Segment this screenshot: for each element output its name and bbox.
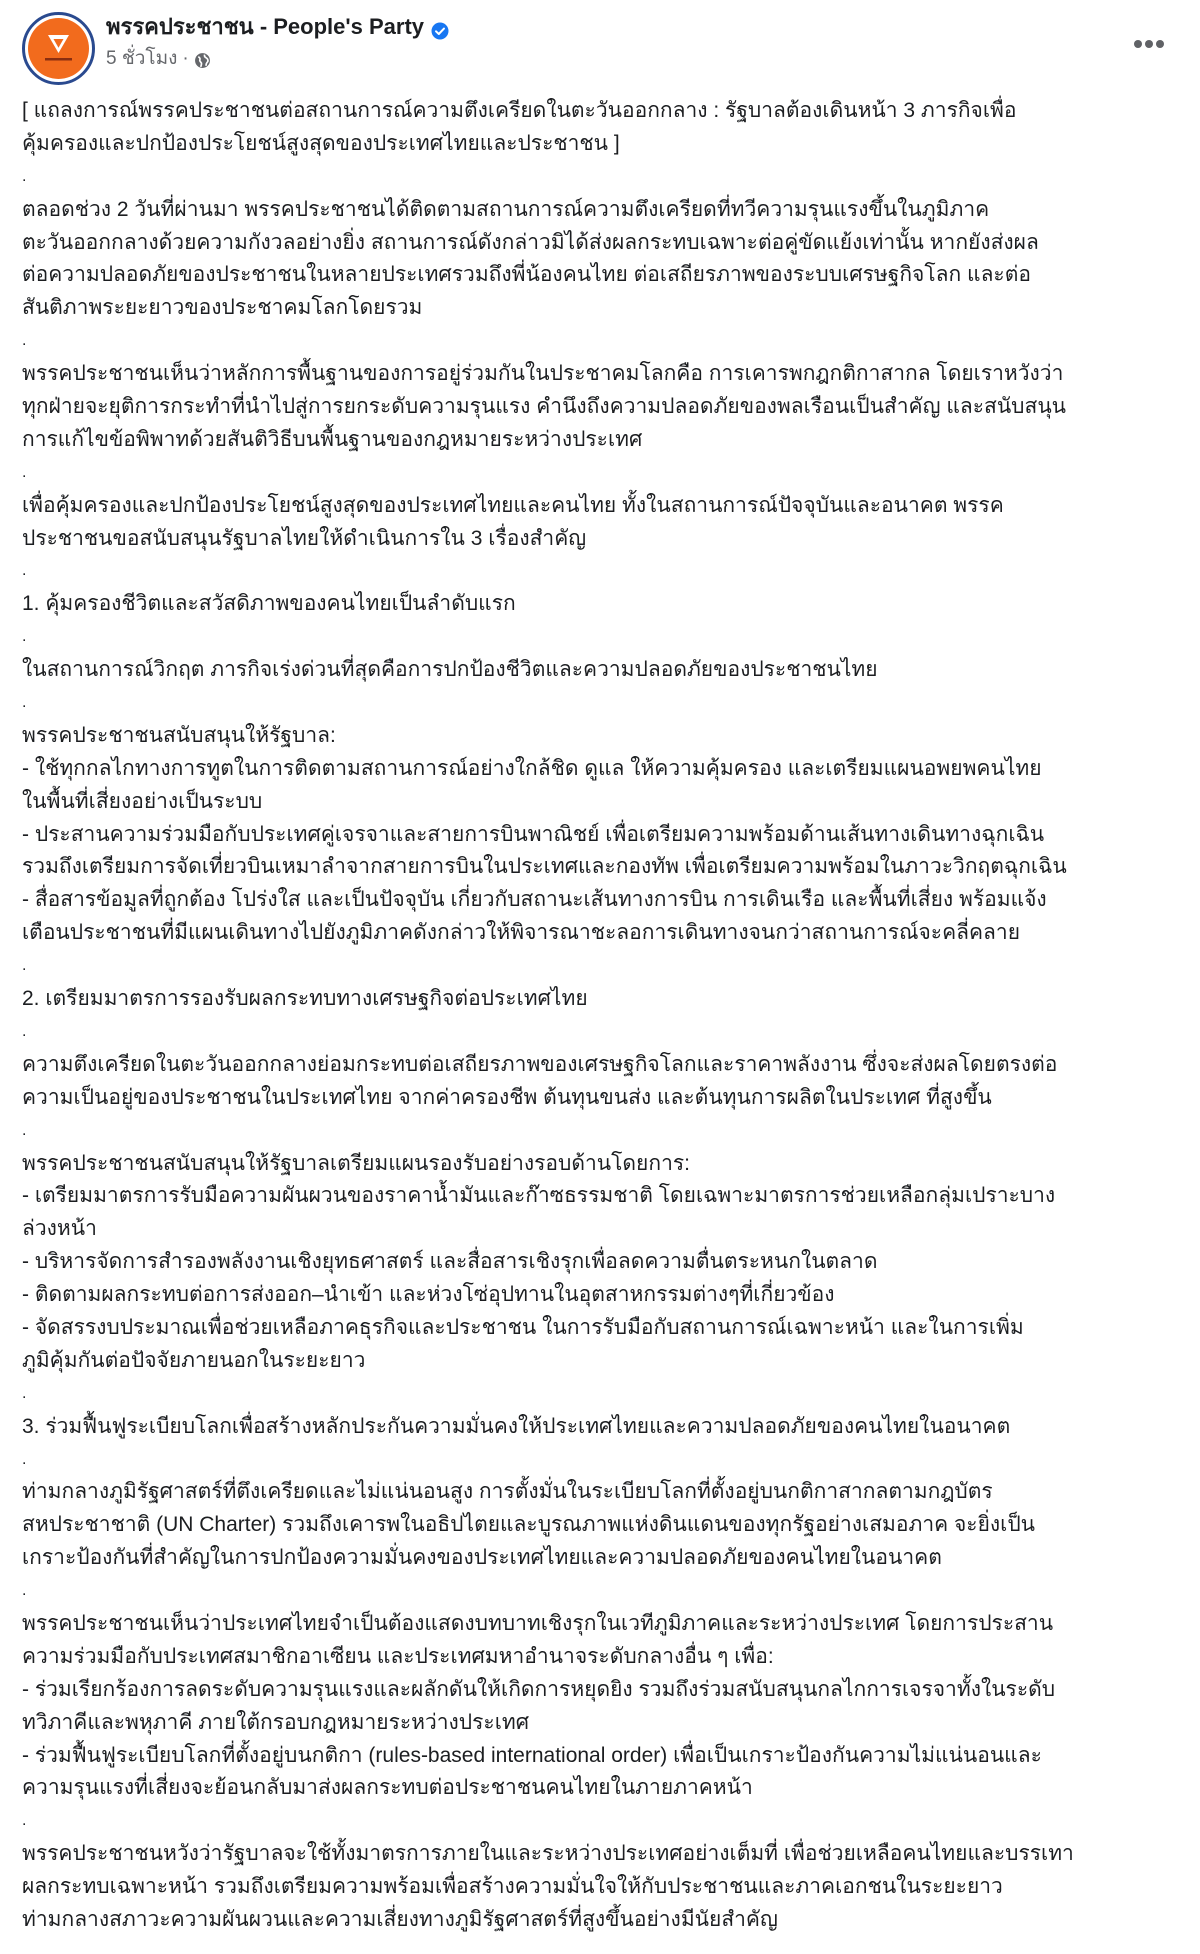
post-text-line: 2. เตรียมมาตรการรองรับผลกระทบทางเศรษฐกิจต่อประเทศไทย	[22, 987, 588, 1011]
post-text-line: ทวิภาคีและพหุภาคี ภายใต้กรอบกฎหมายระหว่างประเทศ	[22, 1710, 530, 1734]
post-text-line: - ร่วมเรียกร้องการลดระดับความรุนแรงและผลักดันให้เกิดการหยุดยิง รวมถึงร่วมสนับสนุนกลไกการเจรจาทั้งในระดับ	[22, 1677, 1056, 1701]
verified-badge-icon	[431, 18, 449, 36]
post-text-line: พรรคประชาชนเห็นว่าประเทศไทยจำเป็นต้องแสดงบทบาทเชิงรุกในเวทีภูมิภาคและระหว่างประเทศ โดยการประสาน	[22, 1611, 1054, 1635]
paragraph-spacer: .	[22, 1022, 27, 1040]
ellipsis-icon	[1145, 40, 1153, 48]
post-text-line: เกราะป้องกันที่สำคัญในการปกป้องความมั่นคงของประเทศไทยและความปลอดภัยของคนไทยในอนาคต	[22, 1546, 942, 1570]
post-text-line: ล่วงหน้า	[22, 1217, 97, 1241]
post-text-line: ความตึงเครียดในตะวันออกกลางย่อมกระทบต่อเสถียรภาพของเศรษฐกิจโลกและราคาพลังงาน ซึ่งจะส่งผลโดยตรงต่อ	[22, 1052, 1058, 1076]
post-text-line: ทุกฝ่ายจะยุติการกระทำที่นำไปสู่การยกระดับความรุนแรง คำนึงถึงความปลอดภัยของพลเรือนเป็นสำคัญ และสนับสนุน	[22, 395, 1067, 419]
post-text-line: ในสถานการณ์วิกฤต ภารกิจเร่งด่วนที่สุดคือการปกป้องชีวิตและความปลอดภัยของประชาชนไทย	[22, 658, 878, 682]
ellipsis-icon	[1134, 40, 1142, 48]
post-text-line: - ประสานความร่วมมือกับประเทศคู่เจรจาและสายการบินพาณิชย์ เพื่อเตรียมความพร้อมด้านเส้นทางเดินทางฉุกเฉิน	[22, 822, 1045, 846]
post-text-line: สหประชาชาติ (UN Charter) รวมถึงเคารพในอธิปไตยและบูรณภาพแห่งดินแดนของทุกรัฐอย่างเสมอภาค จะยิ่งเป็น	[22, 1513, 1036, 1537]
paragraph-spacer: .	[22, 1582, 27, 1600]
post-text-line: ผลกระทบเฉพาะหน้า รวมถึงเตรียมความพร้อมเพื่อสร้างความมั่นใจให้กับประชาชนและภาคเอกชนในระยะยาว	[22, 1875, 1003, 1899]
author-name	[106, 12, 449, 42]
post-text-line: เตือนประชาชนที่มีแผนเดินทางไปยังภูมิภาคดังกล่าวให้พิจารณาชะลอการเดินทางจนกว่าสถานการณ์จะคลี่คลาย	[22, 921, 1021, 945]
avatar[interactable]	[22, 12, 95, 85]
post-text-line: สันติภาพระยะยาวของประชาคมโลกโดยรวม	[22, 296, 423, 320]
ellipsis-icon	[1156, 40, 1164, 48]
post-text-line: คุ้มครองและปกป้องประโยชน์สูงสุดของประเทศไทยและประชาชน ]	[22, 131, 620, 155]
paragraph-spacer: .	[22, 1450, 27, 1468]
post-text-line: - สื่อสารข้อมูลที่ถูกต้อง โปร่งใส และเป็นปัจจุบัน เกี่ยวกับสถานะเส้นทางการบิน การเดินเรือ และพื้นที่เสี่ยง พร้อมแจ้ง	[22, 888, 1047, 912]
post-text-line: - ใช้ทุกกลไกทางการทูตในการติดตามสถานการณ์อย่างใกล้ชิด ดูแล ให้ความคุ้มครอง และเตรียมแผนอพยพคนไทย	[22, 756, 1042, 780]
post-text-line: - ติดตามผลกระทบต่อการส่งออก–นำเข้า และห่วงโซ่อุปทานในอุตสาหกรรมต่างๆที่เกี่ยวข้อง	[22, 1283, 835, 1307]
post-text-line: พรรคประชาชนสนับสนุนให้รัฐบาล:	[22, 723, 336, 747]
paragraph-spacer: .	[22, 694, 27, 712]
globe-icon[interactable]	[194, 51, 211, 68]
post-text-line: ความเป็นอยู่ของประชาชนในประเทศไทย จากค่าครองชีพ ต้นทุนขนส่ง และต้นทุนการผลิตในประเทศ ที่สูงขึ้น	[22, 1085, 992, 1109]
post-header	[0, 0, 1200, 95]
post-text-line: - บริหารจัดการสำรองพลังงานเชิงยุทธศาสตร์ และสื่อสารเชิงรุกเพื่อลดความตื่นตระหนกในตลาด	[22, 1250, 878, 1274]
post-text-line: ความรุนแรงที่เสี่ยงจะย้อนกลับมาส่งผลกระทบต่อประชาชนคนไทยในภายภาคหน้า	[22, 1776, 753, 1800]
post-text-line: พรรคประชาชนสนับสนุนให้รัฐบาลเตรียมแผนรองรับอย่างรอบด้านโดยการ:	[22, 1151, 690, 1175]
paragraph-spacer: .	[22, 167, 27, 185]
paragraph-spacer: .	[22, 1121, 27, 1139]
post-text-line: พรรคประชาชนหวังว่ารัฐบาลจะใช้ทั้งมาตรการภายในและระหว่างประเทศอย่างเต็มที่ เพื่อช่วยเหลือคนไทยและบรรเทา	[22, 1842, 1074, 1866]
post-timestamp[interactable]: 5 ชั่วโมง	[106, 48, 178, 69]
post-text-line: การแก้ไขข้อพิพาทด้วยสันติวิธีบนพื้นฐานของกฎหมายระหว่างประเทศ	[22, 427, 643, 451]
author-name-link[interactable]: พรรคประชาชน - People's Party	[106, 14, 425, 39]
paragraph-spacer: .	[22, 1812, 27, 1830]
post-text-line: ตลอดช่วง 2 วันที่ผ่านมา พรรคประชาชนได้ติดตามสถานการณ์ความตึงเครียดที่ทวีความรุนแรงขึ้นในภูมิภาค	[22, 197, 990, 221]
post-text-line: ความร่วมมือกับประเทศสมาชิกอาเซียน และประเทศมหาอำนาจระดับกลางอื่น ๆ เพื่อ:	[22, 1644, 774, 1668]
post-text-line: ตะวันออกกลางด้วยความกังวลอย่างยิ่ง สถานการณ์ดังกล่าวมิได้ส่งผลกระทบเฉพาะต่อคู่ขัดแย้งเท่านั้น หากยังส่งผล	[22, 230, 1039, 254]
post-text-line: ภูมิคุ้มกันต่อปัจจัยภายนอกในระยะยาว	[22, 1348, 366, 1372]
post-text-line: - จัดสรรงบประมาณเพื่อช่วยเหลือภาคธุรกิจและประชาชน ในการรับมือกับสถานการณ์เฉพาะหน้า และในการเพิ่ม	[22, 1315, 1024, 1339]
paragraph-spacer: .	[22, 628, 27, 646]
post-text-line: ท่ามกลางภูมิรัฐศาสตร์ที่ตึงเครียดและไม่แน่นอนสูง การตั้งมั่นในระเบียบโลกที่ตั้งอยู่บนกติกาสากลตามกฎบัตร	[22, 1480, 993, 1504]
paragraph-spacer: .	[22, 332, 27, 350]
post-text-line: เพื่อคุ้มครองและปกป้องประโยชน์สูงสุดของประเทศไทยและคนไทย ทั้งในสถานการณ์ปัจจุบันและอนาคต พรรค	[22, 493, 1004, 517]
post-text-line: - ร่วมฟื้นฟูระเบียบโลกที่ตั้งอยู่บนกติกา (rules-based international order) เพื่อเป็นเกราะป้องกันความไม่แน่นอนและ	[22, 1743, 1042, 1767]
post-body	[22, 95, 1192, 1937]
post-text-line: 1. คุ้มครองชีวิตและสวัสดิภาพของคนไทยเป็นลำดับแรก	[22, 592, 516, 616]
post-meta	[106, 46, 211, 72]
post-text-line: ประชาชนขอสนับสนุนรัฐบาลไทยให้ดำเนินการใน 3 เรื่องสำคัญ	[22, 526, 587, 550]
paragraph-spacer: .	[22, 463, 27, 481]
post-text-line: - เตรียมมาตรการรับมือความผันผวนของราคาน้ำมันและก๊าซธรรมชาติ โดยเฉพาะมาตรการช่วยเหลือกลุ่มเปราะบาง	[22, 1184, 1056, 1208]
paragraph-spacer: .	[22, 957, 27, 975]
paragraph-spacer: .	[22, 562, 27, 580]
post-text-line: 3. ร่วมฟื้นฟูระเบียบโลกเพื่อสร้างหลักประกันความมั่นคงให้ประเทศไทยและความปลอดภัยของคนไทยในอนาคต	[22, 1414, 1011, 1438]
more-options-button[interactable]	[1124, 26, 1174, 62]
post-text-line: ท่ามกลางสภาวะความผันผวนและความเสี่ยงทางภูมิรัฐศาสตร์ที่สูงขึ้นอย่างมีนัยสำคัญ	[22, 1907, 778, 1931]
post-text-line: [ แถลงการณ์พรรคประชาชนต่อสถานการณ์ความตึงเครียดในตะวันออกกลาง : รัฐบาลต้องเดินหน้า 3 ภารกิจเพื่อ	[22, 99, 1017, 122]
post-text-line: พรรคประชาชนเห็นว่าหลักการพื้นฐานของการอยู่ร่วมกันในประชาคมโลกคือ การเคารพกฎกติกาสากล โดยเราหวังว่า	[22, 362, 1064, 386]
post-text-line: ในพื้นที่เสี่ยงอย่างเป็นระบบ	[22, 789, 263, 813]
paragraph-spacer: .	[22, 1384, 27, 1402]
party-logo-icon	[28, 18, 89, 79]
meta-separator: ·	[182, 48, 189, 69]
post-text-line: ต่อความปลอดภัยของประชาชนในหลายประเทศรวมถึงพี่น้องคนไทย ต่อเสถียรภาพของระบบเศรษฐกิจโลก และต่อ	[22, 263, 1031, 287]
post-text-line: รวมถึงเตรียมการจัดเที่ยวบินเหมาลำจากสายการบินในประเทศและกองทัพ เพื่อเตรียมความพร้อมในภาวะวิกฤตฉุกเฉิน	[22, 855, 1067, 879]
